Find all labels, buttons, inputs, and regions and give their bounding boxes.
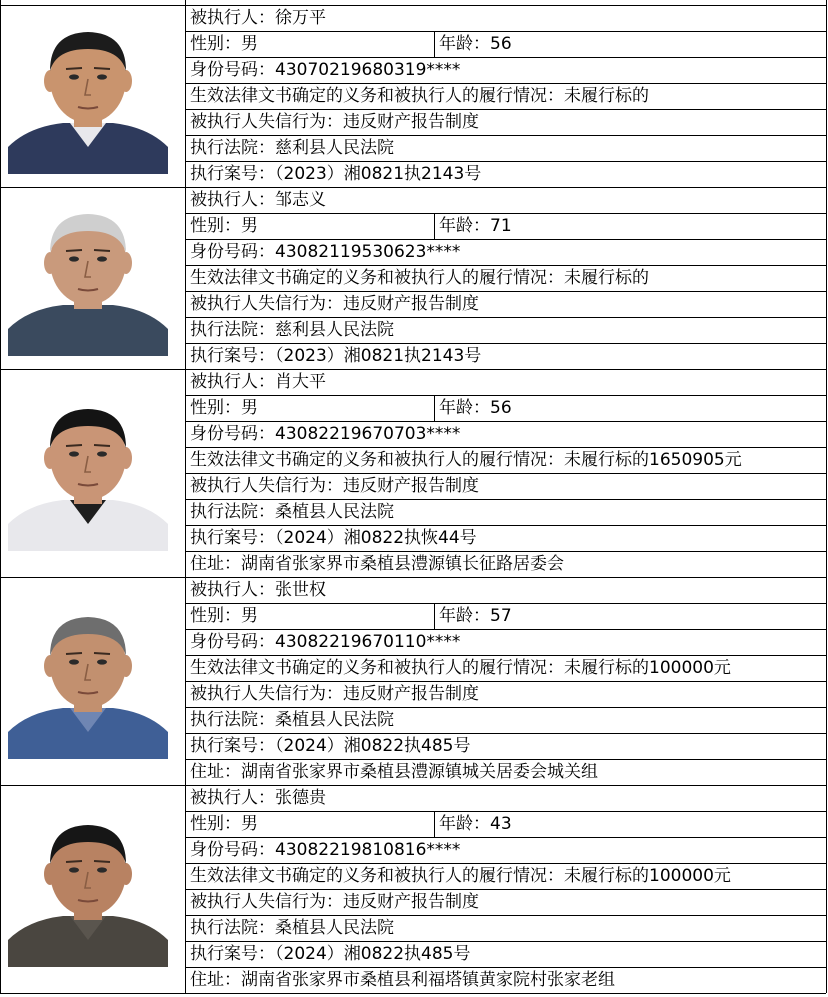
address-field: [190, 970, 615, 990]
table-rule: [185, 759, 826, 760]
name-field-value: 肖大平: [275, 372, 326, 392]
table-rule: [185, 499, 826, 500]
person-photo: [8, 201, 168, 356]
court-field: [190, 138, 394, 158]
gender-field-value: 男: [241, 606, 258, 626]
gender-field: [190, 216, 258, 236]
obligation-field: [190, 268, 649, 288]
age-field: [439, 814, 512, 834]
dishonest-behavior-field-value: 违反财产报告制度: [343, 112, 479, 132]
table-rule: [0, 369, 826, 370]
id-number-field-value: 43082219670110****: [275, 632, 461, 652]
case-number-field-value: （2024）湘0822执485号: [275, 736, 471, 756]
case-number-field-label: 执行案号：: [190, 944, 275, 964]
case-number-field-label: 执行案号：: [190, 528, 275, 548]
obligation-field-value: 未履行标的: [564, 268, 649, 288]
table-rule: [185, 525, 826, 526]
table-rule: [185, 31, 826, 32]
table-rule: [0, 993, 826, 994]
name-field: [190, 788, 326, 808]
obligation-field-label: 生效法律文书确定的义务和被执行人的履行情况：: [190, 268, 564, 288]
age-field-value: 56: [490, 398, 512, 418]
age-field-value: 57: [490, 606, 512, 626]
dishonest-behavior-field: [190, 112, 479, 132]
name-field: [190, 580, 326, 600]
table-rule: [185, 733, 826, 734]
case-number-field: [190, 736, 470, 756]
name-field: [190, 372, 326, 392]
id-number-field-label: 身份号码：: [190, 424, 275, 444]
table-rule: [434, 395, 435, 421]
court-field: [190, 710, 394, 730]
person-photo: [8, 604, 168, 759]
obligation-field-value: 未履行标的100000元: [564, 866, 731, 886]
table-rule: [185, 967, 826, 968]
table-rule: [185, 837, 826, 838]
portrait-svg: [8, 396, 168, 551]
table-rule: [185, 941, 826, 942]
age-field-label: 年龄：: [439, 814, 490, 834]
table-rule: [185, 57, 826, 58]
court-field-value: 桑植县人民法院: [275, 502, 394, 522]
table-rule: [185, 343, 826, 344]
table-rule: [185, 447, 826, 448]
id-number-field-label: 身份号码：: [190, 840, 275, 860]
table-rule: [185, 161, 826, 162]
dishonest-behavior-field: [190, 476, 479, 496]
case-number-field: [190, 528, 477, 548]
court-field: [190, 502, 394, 522]
gender-field-label: 性别：: [190, 398, 241, 418]
age-field-label: 年龄：: [439, 34, 490, 54]
name-field-value: 徐万平: [275, 8, 326, 28]
table-rule: [185, 317, 826, 318]
gender-field: [190, 398, 258, 418]
name-field-label: 被执行人：: [190, 788, 275, 808]
court-field-value: 慈利县人民法院: [275, 320, 394, 340]
address-field-label: 住址：: [190, 554, 241, 574]
id-number-field: [190, 632, 460, 652]
court-field: [190, 320, 394, 340]
table-rule: [434, 811, 435, 837]
obligation-field: [190, 86, 649, 106]
table-rule: [0, 0, 1, 993]
name-field-value: 张德贵: [275, 788, 326, 808]
case-number-field: [190, 346, 481, 366]
case-number-field: [190, 164, 481, 184]
dishonest-behavior-field-value: 违反财产报告制度: [343, 684, 479, 704]
case-number-field-label: 执行案号：: [190, 346, 275, 366]
obligation-field-label: 生效法律文书确定的义务和被执行人的履行情况：: [190, 658, 564, 678]
address-field-label: 住址：: [190, 762, 241, 782]
id-number-field-label: 身份号码：: [190, 632, 275, 652]
table-rule: [185, 707, 826, 708]
case-number-field-label: 执行案号：: [190, 736, 275, 756]
id-number-field-value: 43082119530623****: [275, 242, 461, 262]
age-field-label: 年龄：: [439, 606, 490, 626]
gender-field-label: 性别：: [190, 606, 241, 626]
portrait-svg: [8, 812, 168, 967]
table-rule: [185, 629, 826, 630]
gender-field: [190, 814, 258, 834]
table-rule: [185, 811, 826, 812]
table-rule: [185, 83, 826, 84]
gender-field-value: 男: [241, 398, 258, 418]
table-rule: [185, 0, 186, 993]
court-field-label: 执行法院：: [190, 138, 275, 158]
table-rule: [185, 473, 826, 474]
case-number-field-value: （2023）湘0821执2143号: [275, 164, 482, 184]
obligation-field-value: 未履行标的100000元: [564, 658, 731, 678]
dishonest-behavior-field: [190, 892, 479, 912]
court-field-value: 桑植县人民法院: [275, 710, 394, 730]
table-rule: [0, 5, 826, 6]
table-rule: [185, 291, 826, 292]
person-photo: [8, 19, 168, 174]
dishonest-behavior-field-value: 违反财产报告制度: [343, 294, 479, 314]
id-number-field: [190, 840, 460, 860]
obligation-field: [190, 658, 731, 678]
gender-field-value: 男: [241, 216, 258, 236]
id-number-field-value: 43082219670703****: [275, 424, 461, 444]
name-field-label: 被执行人：: [190, 580, 275, 600]
id-number-field: [190, 424, 460, 444]
address-field: [190, 762, 598, 782]
court-field-value: 慈利县人民法院: [275, 138, 394, 158]
table-rule: [185, 265, 826, 266]
dishonest-behavior-field-label: 被执行人失信行为：: [190, 112, 343, 132]
table-rule: [185, 655, 826, 656]
table-rule: [185, 421, 826, 422]
dishonest-behavior-field: [190, 294, 479, 314]
name-field: [190, 190, 326, 210]
dishonest-behavior-field-label: 被执行人失信行为：: [190, 294, 343, 314]
age-field: [439, 34, 512, 54]
dishonest-behavior-field-value: 违反财产报告制度: [343, 892, 479, 912]
age-field-value: 43: [490, 814, 512, 834]
table-rule: [185, 395, 826, 396]
name-field-value: 张世权: [275, 580, 326, 600]
table-rule: [826, 0, 827, 993]
dishonest-behavior-field-label: 被执行人失信行为：: [190, 684, 343, 704]
dishonest-behavior-field-label: 被执行人失信行为：: [190, 892, 343, 912]
court-field-value: 桑植县人民法院: [275, 918, 394, 938]
address-field-value: 湖南省张家界市桑植县利福塔镇黄家院村张家老组: [241, 970, 615, 990]
age-field: [439, 606, 512, 626]
table-rule: [0, 577, 826, 578]
table-rule: [185, 889, 826, 890]
court-field-label: 执行法院：: [190, 918, 275, 938]
table-rule: [185, 915, 826, 916]
table-rule: [185, 551, 826, 552]
table-rule: [185, 681, 826, 682]
gender-field-label: 性别：: [190, 216, 241, 236]
name-field-label: 被执行人：: [190, 372, 275, 392]
table-rule: [185, 603, 826, 604]
table-rule: [0, 187, 826, 188]
age-field-value: 56: [490, 34, 512, 54]
table-rule: [185, 239, 826, 240]
table-rule: [185, 109, 826, 110]
gender-field-value: 男: [241, 34, 258, 54]
table-rule: [185, 213, 826, 214]
case-number-field-value: （2024）湘0822执恢44号: [275, 528, 477, 548]
id-number-field: [190, 242, 460, 262]
id-number-field-value: 43070219680319****: [275, 60, 461, 80]
court-field-label: 执行法院：: [190, 502, 275, 522]
case-number-field-label: 执行案号：: [190, 164, 275, 184]
obligation-field-label: 生效法律文书确定的义务和被执行人的履行情况：: [190, 450, 564, 470]
age-field: [439, 216, 512, 236]
age-field-label: 年龄：: [439, 216, 490, 236]
dishonest-behavior-field: [190, 684, 479, 704]
age-field-label: 年龄：: [439, 398, 490, 418]
dishonest-behavior-field-value: 违反财产报告制度: [343, 476, 479, 496]
case-number-field: [190, 944, 470, 964]
obligation-field-label: 生效法律文书确定的义务和被执行人的履行情况：: [190, 866, 564, 886]
id-number-field: [190, 60, 460, 80]
id-number-field-label: 身份号码：: [190, 60, 275, 80]
name-field: [190, 8, 326, 28]
id-number-field-value: 43082219810816****: [275, 840, 461, 860]
table-rule: [434, 213, 435, 239]
table-rule: [434, 603, 435, 629]
case-number-field-value: （2024）湘0822执485号: [275, 944, 471, 964]
gender-field: [190, 606, 258, 626]
name-field-label: 被执行人：: [190, 190, 275, 210]
obligation-field: [190, 450, 742, 470]
address-field: [190, 554, 564, 574]
age-field-value: 71: [490, 216, 512, 236]
court-field-label: 执行法院：: [190, 710, 275, 730]
court-field-label: 执行法院：: [190, 320, 275, 340]
gender-field-label: 性别：: [190, 34, 241, 54]
table-rule: [434, 31, 435, 57]
court-field: [190, 918, 394, 938]
address-field-value: 湖南省张家界市桑植县澧源镇长征路居委会: [241, 554, 564, 574]
obligation-field-value: 未履行标的: [564, 86, 649, 106]
dishonest-behavior-field-label: 被执行人失信行为：: [190, 476, 343, 496]
portrait-svg: [8, 201, 168, 356]
gender-field-label: 性别：: [190, 814, 241, 834]
table-rule: [185, 863, 826, 864]
name-field-label: 被执行人：: [190, 8, 275, 28]
age-field: [439, 398, 512, 418]
portrait-svg: [8, 604, 168, 759]
obligation-field: [190, 866, 731, 886]
table-rule: [185, 135, 826, 136]
person-photo: [8, 812, 168, 967]
gender-field: [190, 34, 258, 54]
name-field-value: 邹志义: [275, 190, 326, 210]
address-field-value: 湖南省张家界市桑植县澧源镇城关居委会城关组: [241, 762, 598, 782]
obligation-field-label: 生效法律文书确定的义务和被执行人的履行情况：: [190, 86, 564, 106]
id-number-field-label: 身份号码：: [190, 242, 275, 262]
obligation-field-value: 未履行标的1650905元: [564, 450, 742, 470]
case-number-field-value: （2023）湘0821执2143号: [275, 346, 482, 366]
portrait-svg: [8, 19, 168, 174]
address-field-label: 住址：: [190, 970, 241, 990]
table-rule: [0, 785, 826, 786]
person-photo: [8, 396, 168, 551]
gender-field-value: 男: [241, 814, 258, 834]
